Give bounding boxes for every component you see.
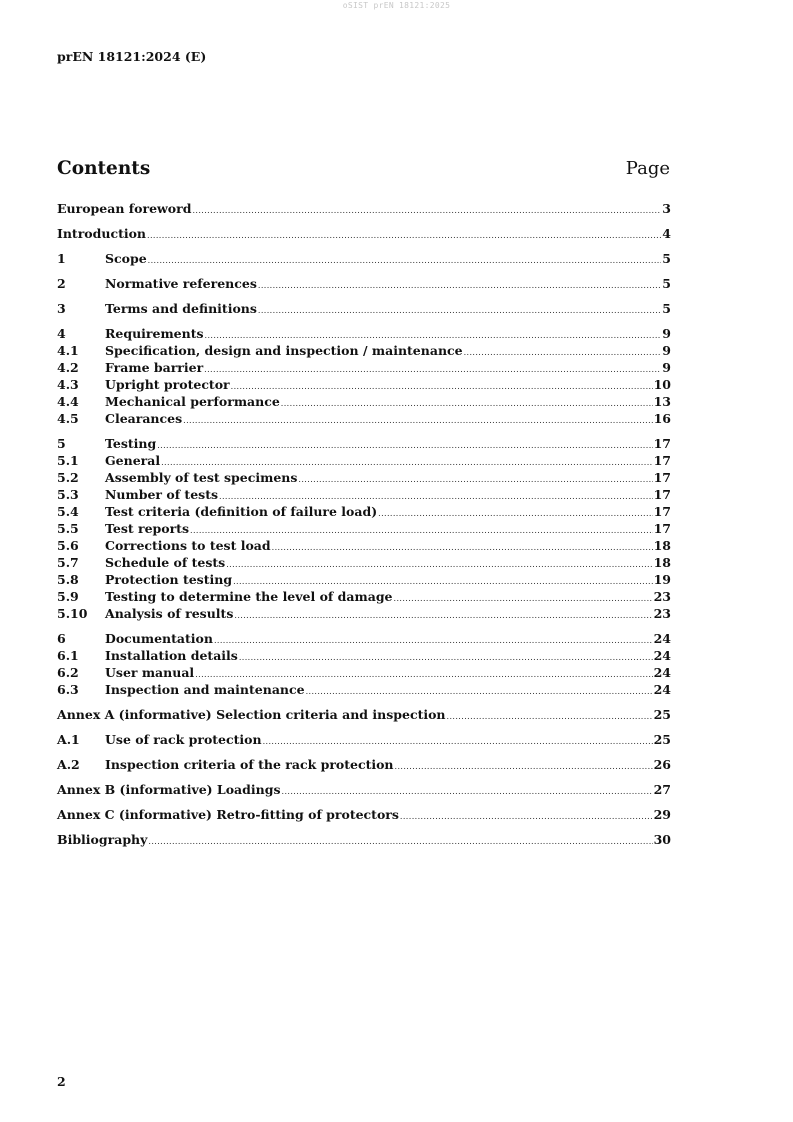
- toc-leader-dots: [400, 806, 653, 825]
- toc-entry-number: 4.5: [57, 411, 79, 426]
- toc-entry-page: 16: [653, 411, 671, 426]
- toc-entry[interactable]: [57, 359, 671, 376]
- toc-entry[interactable]: [57, 410, 671, 427]
- toc-entry-label: Annex C (informative) Retro-fitting of protectors: [57, 807, 399, 822]
- toc-entry[interactable]: [57, 731, 671, 748]
- toc-entry-label: Test reports: [105, 521, 189, 536]
- toc-entry-label: General: [105, 453, 161, 468]
- toc-entry-number: 4.2: [57, 360, 79, 375]
- toc-entry-label: Bibliography: [57, 832, 148, 847]
- toc-entry[interactable]: [57, 756, 671, 773]
- toc-entry-label: Clearances: [105, 411, 183, 426]
- toc-entry-label: Schedule of tests: [105, 555, 226, 570]
- toc-leader-dots: [447, 706, 653, 725]
- toc-entry-number: A.1: [57, 732, 80, 747]
- toc-entry-number: 2: [57, 276, 66, 291]
- toc-entry[interactable]: [57, 520, 671, 537]
- toc-leader-dots: [258, 300, 661, 319]
- toc-entry[interactable]: [57, 831, 671, 848]
- toc-entry[interactable]: [57, 325, 671, 342]
- toc-entry[interactable]: [57, 435, 671, 452]
- toc-entry-number: 5.2: [57, 470, 79, 485]
- toc-entry-label: Number of tests: [105, 487, 219, 502]
- toc-entry-page: 18: [653, 555, 671, 570]
- watermark: oSIST prEN 18121:2025: [342, 1, 451, 10]
- toc-entry[interactable]: [57, 647, 671, 664]
- toc-entry[interactable]: [57, 486, 671, 503]
- toc-entry-number: 4: [57, 326, 66, 341]
- toc-entry-page: 17: [653, 521, 671, 536]
- toc-entry-number: 4.4: [57, 394, 79, 409]
- toc-entry-label: Installation details: [105, 648, 238, 663]
- toc-entry-label: Mechanical performance: [105, 394, 280, 409]
- toc-entry-page: 5: [662, 301, 671, 316]
- toc-entry-label: Frame barrier: [105, 360, 204, 375]
- contents-heading: [57, 158, 670, 179]
- toc-entry-number: 1: [57, 251, 66, 266]
- toc-entry-label: Protection testing: [105, 572, 233, 587]
- toc-entry-number: 5: [57, 436, 66, 451]
- page-column-label: Page: [625, 158, 670, 179]
- toc-leader-dots: [282, 781, 653, 800]
- toc-entry[interactable]: [57, 225, 671, 242]
- toc-entry-number: 5.8: [57, 572, 79, 587]
- toc-entry[interactable]: [57, 681, 671, 698]
- toc-entry-number: 5.3: [57, 487, 79, 502]
- toc-entry-page: 19: [653, 572, 671, 587]
- toc-entry[interactable]: [57, 469, 671, 486]
- toc-leader-dots: [183, 410, 652, 429]
- toc-entry-number: 6.2: [57, 665, 79, 680]
- toc-entry-page: 5: [662, 276, 671, 291]
- toc-entry-page: 9: [662, 360, 671, 375]
- toc-entry-number: 6.3: [57, 682, 79, 697]
- toc-entry-label: Normative references: [105, 276, 257, 291]
- toc-entry-page: 30: [653, 832, 671, 847]
- toc-entry-number: 5.7: [57, 555, 79, 570]
- toc-entry[interactable]: [57, 706, 671, 723]
- toc-entry-label: Test criteria (definition of failure load): [105, 504, 378, 519]
- toc-entry-number: 4.3: [57, 377, 79, 392]
- toc-entry-number: 5.9: [57, 589, 79, 604]
- toc-entry[interactable]: [57, 554, 671, 571]
- toc-entry[interactable]: [57, 806, 671, 823]
- toc-entry[interactable]: [57, 503, 671, 520]
- toc-entry-label: Annex A (informative) Selection criteria and inspection: [57, 707, 446, 722]
- toc-entry[interactable]: [57, 300, 671, 317]
- toc-leader-dots: [148, 831, 652, 850]
- toc-entry-label: Upright protector: [105, 377, 230, 392]
- toc-entry-label: User manual: [105, 665, 195, 680]
- toc-entry-page: 10: [653, 377, 671, 392]
- toc-entry-page: 4: [662, 226, 671, 241]
- toc-entry-label: Use of rack protection: [105, 732, 262, 747]
- page-number: 2: [57, 1074, 66, 1089]
- toc-entry-label: Testing: [105, 436, 157, 451]
- toc-entry-page: 24: [653, 648, 671, 663]
- toc-leader-dots: [192, 200, 661, 219]
- toc-entry-number: 5.5: [57, 521, 79, 536]
- contents-title: Contents: [57, 158, 151, 179]
- toc-entry-number: 5.6: [57, 538, 79, 553]
- toc-entry-label: Assembly of test specimens: [105, 470, 298, 485]
- toc-leader-dots: [147, 225, 661, 244]
- toc-entry-number: 3: [57, 301, 66, 316]
- toc-entry[interactable]: [57, 630, 671, 647]
- toc-entry-label: Specification, design and inspection / maintenance: [105, 343, 463, 358]
- toc-entry[interactable]: [57, 781, 671, 798]
- toc-entry-page: 17: [653, 504, 671, 519]
- toc-entry-number: 4.1: [57, 343, 79, 358]
- toc-entry-page: 17: [653, 436, 671, 451]
- toc-entry[interactable]: [57, 393, 671, 410]
- toc-entry[interactable]: [57, 605, 671, 622]
- toc-entry-page: 25: [653, 707, 671, 722]
- toc-entry[interactable]: [57, 250, 671, 267]
- toc-entry-page: 17: [653, 487, 671, 502]
- toc-entry-label: Testing to determine the level of damage: [105, 589, 393, 604]
- toc-entry-page: 17: [653, 453, 671, 468]
- toc-entry[interactable]: [57, 571, 671, 588]
- toc-entry-page: 24: [653, 665, 671, 680]
- table-of-contents: [57, 200, 671, 848]
- toc-leader-dots: [258, 275, 661, 294]
- toc-entry-label: Analysis of results: [105, 606, 234, 621]
- toc-entry-page: 9: [662, 343, 671, 358]
- document-id: prEN 18121:2024 (E): [57, 49, 207, 64]
- toc-entry-page: 5: [662, 251, 671, 266]
- toc-leader-dots: [148, 250, 662, 269]
- toc-entry[interactable]: [57, 342, 671, 359]
- toc-entry-page: 3: [662, 201, 671, 216]
- toc-entry-number: A.2: [57, 757, 80, 772]
- toc-leader-dots: [234, 605, 652, 624]
- toc-entry-page: 24: [653, 682, 671, 697]
- toc-leader-dots: [306, 681, 653, 700]
- toc-entry-label: Documentation: [105, 631, 213, 646]
- toc-entry-number: 5.4: [57, 504, 79, 519]
- toc-entry-page: 27: [653, 782, 671, 797]
- toc-entry-label: Corrections to test load: [105, 538, 271, 553]
- toc-entry-page: 17: [653, 470, 671, 485]
- toc-entry[interactable]: [57, 664, 671, 681]
- toc-entry[interactable]: [57, 537, 671, 554]
- toc-entry-page: 23: [653, 589, 671, 604]
- toc-entry-label: Inspection and maintenance: [105, 682, 305, 697]
- toc-entry-page: 9: [662, 326, 671, 341]
- toc-entry-page: 24: [653, 631, 671, 646]
- toc-entry-number: 5.1: [57, 453, 79, 468]
- toc-entry-label: Annex B (informative) Loadings: [57, 782, 281, 797]
- toc-entry-page: 25: [653, 732, 671, 747]
- toc-entry-number: 6: [57, 631, 66, 646]
- toc-entry-number: 6.1: [57, 648, 79, 663]
- toc-entry[interactable]: [57, 376, 671, 393]
- toc-entry-label: European foreword: [57, 201, 192, 216]
- toc-entry-number: 5.10: [57, 606, 88, 621]
- toc-entry[interactable]: [57, 452, 671, 469]
- toc-entry[interactable]: [57, 200, 671, 217]
- toc-leader-dots: [395, 756, 653, 775]
- toc-entry-label: Requirements: [105, 326, 204, 341]
- toc-entry-label: Scope: [105, 251, 147, 266]
- toc-entry[interactable]: [57, 275, 671, 292]
- toc-entry-page: 29: [653, 807, 671, 822]
- toc-entry-label: Inspection criteria of the rack protection: [105, 757, 394, 772]
- toc-entry-label: Introduction: [57, 226, 147, 241]
- toc-entry-label: Terms and definitions: [105, 301, 257, 316]
- toc-entry-page: 23: [653, 606, 671, 621]
- toc-entry-page: 26: [653, 757, 671, 772]
- toc-entry-page: 18: [653, 538, 671, 553]
- toc-entry[interactable]: [57, 588, 671, 605]
- toc-leader-dots: [263, 731, 653, 750]
- toc-entry-page: 13: [653, 394, 671, 409]
